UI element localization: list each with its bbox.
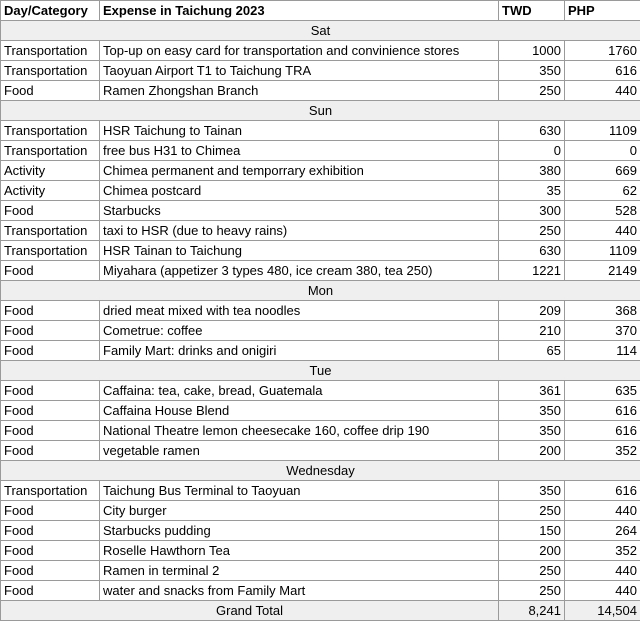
table-row <box>1 321 640 341</box>
cell-category: Transportation <box>1 221 100 241</box>
cell-expense: Ramen in terminal 2 <box>100 561 499 581</box>
header-category: Day/Category <box>1 1 100 21</box>
cell-twd: 350 <box>499 401 565 421</box>
cell-category: Food <box>1 201 100 221</box>
cell-php: 352 <box>565 441 640 461</box>
cell-php: 440 <box>565 221 640 241</box>
cell-expense: free bus H31 to Chimea <box>100 141 499 161</box>
cell-php: 0 <box>565 141 640 161</box>
grand-total-label: Grand Total <box>1 601 499 621</box>
cell-category: Food <box>1 81 100 101</box>
cell-twd: 65 <box>499 341 565 361</box>
cell-twd: 200 <box>499 541 565 561</box>
cell-category: Food <box>1 341 100 361</box>
cell-twd: 250 <box>499 501 565 521</box>
cell-php: 368 <box>565 301 640 321</box>
table-row <box>1 121 640 141</box>
cell-expense: Taoyuan Airport T1 to Taichung TRA <box>100 61 499 81</box>
cell-php: 114 <box>565 341 640 361</box>
cell-php: 264 <box>565 521 640 541</box>
cell-category: Transportation <box>1 241 100 261</box>
day-group-row <box>1 21 640 41</box>
cell-expense: Chimea postcard <box>100 181 499 201</box>
cell-category: Food <box>1 421 100 441</box>
cell-expense: dried meat mixed with tea noodles <box>100 301 499 321</box>
table-row <box>1 561 640 581</box>
cell-php: 1109 <box>565 121 640 141</box>
cell-twd: 350 <box>499 421 565 441</box>
cell-php: 528 <box>565 201 640 221</box>
cell-php: 669 <box>565 161 640 181</box>
table-row <box>1 301 640 321</box>
table-row <box>1 141 640 161</box>
cell-category: Food <box>1 301 100 321</box>
cell-php: 616 <box>565 481 640 501</box>
cell-twd: 1221 <box>499 261 565 281</box>
cell-category: Food <box>1 321 100 341</box>
table-row <box>1 261 640 281</box>
cell-expense: Miyahara (appetizer 3 types 480, ice cream 380, tea 250) <box>100 261 499 281</box>
cell-twd: 200 <box>499 441 565 461</box>
cell-expense: Roselle Hawthorn Tea <box>100 541 499 561</box>
header-expense: Expense in Taichung 2023 <box>100 1 499 21</box>
cell-twd: 209 <box>499 301 565 321</box>
cell-twd: 300 <box>499 201 565 221</box>
cell-php: 616 <box>565 401 640 421</box>
cell-category: Transportation <box>1 481 100 501</box>
cell-category: Food <box>1 401 100 421</box>
cell-category: Transportation <box>1 61 100 81</box>
table-row <box>1 241 640 261</box>
table-row <box>1 221 640 241</box>
cell-category: Food <box>1 381 100 401</box>
cell-category: Transportation <box>1 141 100 161</box>
cell-expense: Caffaina: tea, cake, bread, Guatemala <box>100 381 499 401</box>
cell-expense: National Theatre lemon cheesecake 160, coffee drip 190 <box>100 421 499 441</box>
cell-category: Food <box>1 441 100 461</box>
cell-php: 440 <box>565 581 640 601</box>
header-php: PHP <box>565 1 640 21</box>
cell-php: 616 <box>565 61 640 81</box>
cell-php: 1760 <box>565 41 640 61</box>
cell-category: Activity <box>1 161 100 181</box>
cell-expense: Cometrue: coffee <box>100 321 499 341</box>
cell-php: 440 <box>565 561 640 581</box>
cell-category: Activity <box>1 181 100 201</box>
cell-twd: 1000 <box>499 41 565 61</box>
day-label: Wednesday <box>1 461 640 481</box>
cell-php: 440 <box>565 81 640 101</box>
table-row <box>1 201 640 221</box>
cell-expense: Family Mart: drinks and onigiri <box>100 341 499 361</box>
cell-php: 616 <box>565 421 640 441</box>
cell-category: Food <box>1 581 100 601</box>
cell-twd: 350 <box>499 61 565 81</box>
cell-category: Transportation <box>1 41 100 61</box>
cell-expense: taxi to HSR (due to heavy rains) <box>100 221 499 241</box>
cell-category: Food <box>1 521 100 541</box>
cell-twd: 150 <box>499 521 565 541</box>
table-row <box>1 581 640 601</box>
cell-expense: Caffaina House Blend <box>100 401 499 421</box>
table-row <box>1 481 640 501</box>
cell-php: 2149 <box>565 261 640 281</box>
cell-expense: Starbucks <box>100 201 499 221</box>
day-label: Mon <box>1 281 640 301</box>
cell-expense: HSR Tainan to Taichung <box>100 241 499 261</box>
cell-twd: 210 <box>499 321 565 341</box>
cell-category: Transportation <box>1 121 100 141</box>
day-group-row <box>1 361 640 381</box>
table-row <box>1 181 640 201</box>
cell-category: Food <box>1 561 100 581</box>
table-row <box>1 41 640 61</box>
cell-expense: Ramen Zhongshan Branch <box>100 81 499 101</box>
cell-php: 1109 <box>565 241 640 261</box>
table-row <box>1 521 640 541</box>
day-label: Sun <box>1 101 640 121</box>
table-row <box>1 81 640 101</box>
cell-expense: Taichung Bus Terminal to Taoyuan <box>100 481 499 501</box>
cell-expense: Chimea permanent and temporrary exhibition <box>100 161 499 181</box>
cell-category: Food <box>1 261 100 281</box>
cell-expense: Top-up on easy card for transportation and convinience stores <box>100 41 499 61</box>
day-group-row <box>1 101 640 121</box>
cell-twd: 361 <box>499 381 565 401</box>
cell-php: 62 <box>565 181 640 201</box>
cell-expense: vegetable ramen <box>100 441 499 461</box>
cell-php: 370 <box>565 321 640 341</box>
day-group-row <box>1 461 640 481</box>
cell-twd: 350 <box>499 481 565 501</box>
cell-twd: 250 <box>499 561 565 581</box>
cell-expense: City burger <box>100 501 499 521</box>
cell-twd: 0 <box>499 141 565 161</box>
day-label: Sat <box>1 21 640 41</box>
cell-twd: 35 <box>499 181 565 201</box>
cell-category: Food <box>1 501 100 521</box>
grand-total-row <box>1 601 640 621</box>
cell-php: 635 <box>565 381 640 401</box>
cell-category: Food <box>1 541 100 561</box>
header-row <box>1 1 640 21</box>
cell-twd: 380 <box>499 161 565 181</box>
cell-twd: 630 <box>499 241 565 261</box>
cell-twd: 630 <box>499 121 565 141</box>
table-row <box>1 161 640 181</box>
cell-twd: 250 <box>499 581 565 601</box>
header-twd: TWD <box>499 1 565 21</box>
table-row <box>1 61 640 81</box>
day-label: Tue <box>1 361 640 381</box>
table-row <box>1 541 640 561</box>
day-group-row <box>1 281 640 301</box>
table-row <box>1 341 640 361</box>
table-body <box>1 21 640 601</box>
cell-twd: 250 <box>499 81 565 101</box>
table-row <box>1 381 640 401</box>
table-row <box>1 441 640 461</box>
cell-twd: 250 <box>499 221 565 241</box>
table-row <box>1 421 640 441</box>
table-row <box>1 401 640 421</box>
grand-total-twd: 8,241 <box>499 601 565 621</box>
cell-php: 352 <box>565 541 640 561</box>
cell-expense: Starbucks pudding <box>100 521 499 541</box>
table-row <box>1 501 640 521</box>
cell-php: 440 <box>565 501 640 521</box>
cell-expense: HSR Taichung to Tainan <box>100 121 499 141</box>
cell-expense: water and snacks from Family Mart <box>100 581 499 601</box>
grand-total-php: 14,504 <box>565 601 640 621</box>
